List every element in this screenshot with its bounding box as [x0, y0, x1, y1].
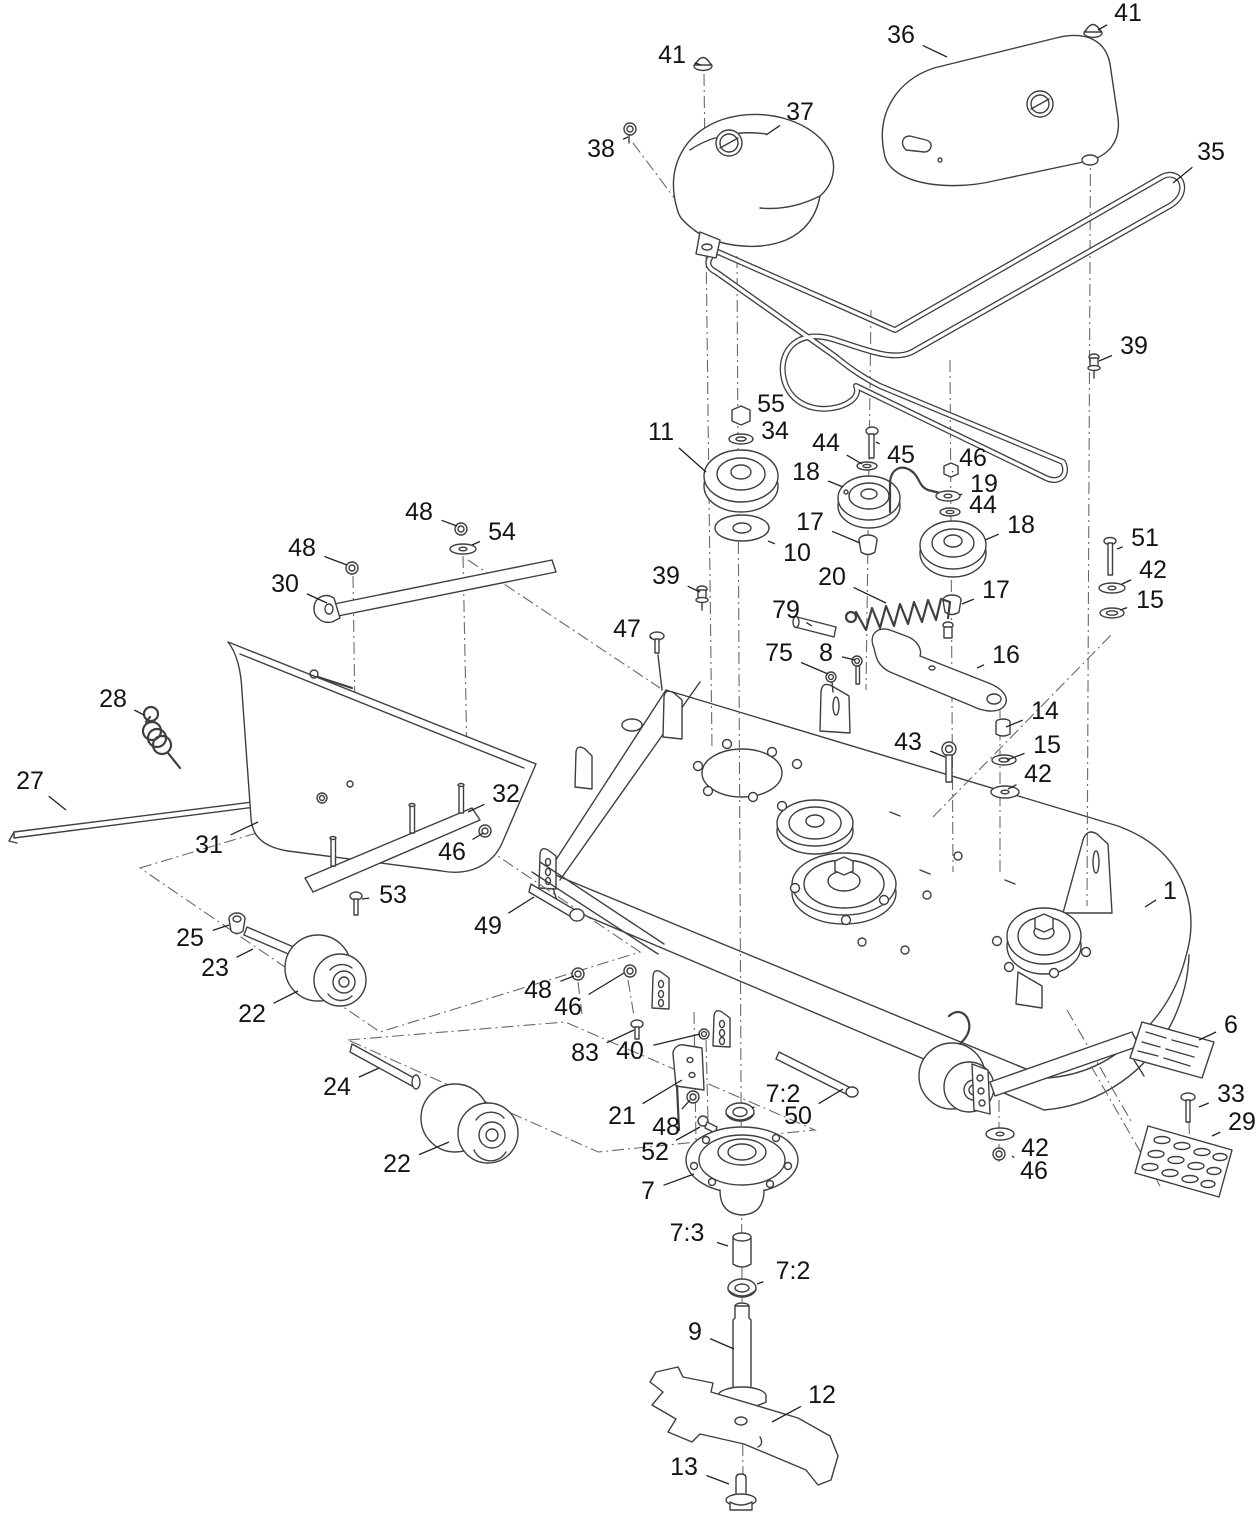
- callout-11-9: 11: [648, 418, 674, 446]
- screw-53: [350, 892, 362, 915]
- callout-6-66: 6: [1224, 1011, 1238, 1039]
- bushing-17-left: [859, 535, 877, 555]
- callout-7:2-57: 7:2: [765, 1080, 801, 1108]
- spindle-housing-7: [686, 1127, 798, 1215]
- callout-leader-53-43: [362, 898, 369, 899]
- callout-leader-15-23: [1120, 608, 1127, 610]
- callout-48-55: 48: [652, 1113, 680, 1141]
- callout-leader-47-26: [650, 637, 652, 638]
- torsion-spring-28: [143, 707, 180, 768]
- callout-45-11: 45: [887, 441, 915, 469]
- callout-leader-40-53: [653, 1034, 700, 1045]
- callout-leader-49-44: [508, 897, 534, 913]
- callout-leader-51-19: [1117, 547, 1123, 549]
- callout-leader-11-9: [679, 448, 706, 472]
- callout-leader-13-64: [707, 1476, 730, 1485]
- discharge-baffle-31: [228, 642, 536, 872]
- callout-leader-48-55: [682, 1100, 690, 1109]
- callout-25-45: 25: [176, 924, 204, 952]
- rod-49: [529, 884, 584, 921]
- callout-leader-9-62: [710, 1339, 734, 1349]
- callout-44-15: 44: [969, 491, 997, 519]
- callout-7-59: 7: [641, 1177, 655, 1205]
- callout-43-31: 43: [894, 728, 922, 756]
- nut-48-deck: [572, 968, 584, 980]
- callout-42-33: 42: [1024, 760, 1052, 788]
- nut-55: [732, 406, 750, 425]
- callout-leader-50-58: [819, 1089, 843, 1104]
- callout-leader-7:2-57: [752, 1107, 754, 1108]
- callout-35-5: 35: [1197, 138, 1225, 166]
- decal-6: [1130, 1022, 1214, 1078]
- spacer-39-left: [696, 586, 708, 610]
- callout-18-13: 18: [792, 458, 820, 486]
- callout-39-20: 39: [652, 562, 680, 590]
- callout-leader-42-22: [1122, 580, 1131, 584]
- bolt-52: [698, 1116, 717, 1133]
- grommet-41-right: [1084, 25, 1102, 38]
- nut-40: [699, 1029, 709, 1039]
- callout-37-3: 37: [786, 98, 814, 126]
- callout-leader-21-54: [643, 1080, 682, 1104]
- bolt-47: [650, 632, 664, 690]
- callout-leader-48-34: [442, 520, 458, 526]
- callout-leader-48-50: [560, 976, 574, 981]
- washer-15-center: [992, 755, 1016, 765]
- callout-79-24: 79: [772, 596, 800, 624]
- callout-leader-39-6: [1099, 356, 1112, 362]
- callout-23-46: 23: [201, 954, 229, 982]
- washer-44-lower: [940, 508, 960, 516]
- screw-38: [624, 123, 636, 143]
- pulley-18-right-stack: [920, 521, 986, 638]
- roller-22-lower: [421, 1084, 518, 1163]
- callout-18-17: 18: [1007, 511, 1035, 539]
- callout-leader-23-46: [237, 949, 254, 957]
- callout-leader-22-47: [274, 991, 299, 1003]
- callout-1-65: 1: [1163, 877, 1177, 905]
- callout-24-48: 24: [323, 1073, 351, 1101]
- washer-54: [450, 544, 476, 554]
- callout-leader-16-27: [977, 665, 984, 668]
- nut-48-upper: [455, 523, 467, 535]
- callout-55-7: 55: [757, 390, 785, 418]
- bolt-51-stack: [1099, 538, 1125, 619]
- callout-leader-46-70: [1012, 1156, 1014, 1158]
- callout-46-70: 46: [1020, 1157, 1048, 1185]
- callout-52-56: 52: [641, 1138, 669, 1166]
- callout-leader-28-38: [134, 710, 144, 715]
- callout-leader-20-21: [854, 587, 886, 603]
- callout-29-68: 29: [1228, 1108, 1256, 1136]
- callout-53-43: 53: [379, 881, 407, 909]
- callout-leader-36-1: [923, 45, 947, 57]
- callout-22-49: 22: [383, 1150, 411, 1178]
- nut-46: [944, 463, 958, 477]
- belt-cover-right: [882, 36, 1118, 186]
- nut-46-deck: [624, 965, 636, 977]
- callout-leader-24-48: [359, 1068, 379, 1077]
- bushing-17-right: [943, 595, 961, 615]
- callout-75-28: 75: [765, 639, 793, 667]
- bearing-7-2-top: [726, 1103, 754, 1121]
- callout-51-19: 51: [1131, 524, 1159, 552]
- callout-31-40: 31: [195, 831, 223, 859]
- callout-leader-44-10: [847, 455, 862, 464]
- callout-10-18: 10: [783, 539, 811, 567]
- callout-17-16: 17: [796, 508, 824, 536]
- callout-48-36: 48: [288, 534, 316, 562]
- callout-28-38: 28: [99, 685, 127, 713]
- callout-41-2: 41: [1114, 0, 1142, 27]
- callout-7:3-60: 7:3: [669, 1219, 705, 1247]
- callout-38-4: 38: [587, 135, 615, 163]
- callout-20-21: 20: [818, 563, 846, 591]
- idler-arm-16: [872, 629, 1006, 711]
- callout-12-63: 12: [808, 1381, 836, 1409]
- callout-44-10: 44: [812, 429, 840, 457]
- callout-21-54: 21: [608, 1102, 636, 1130]
- washer-10: [715, 515, 769, 541]
- washer-42-center: [991, 786, 1019, 798]
- callout-leader-19-14: [960, 494, 962, 495]
- nut-48-left: [346, 562, 358, 574]
- callout-33-67: 33: [1217, 1080, 1245, 1108]
- washer-34: [729, 434, 753, 444]
- callout-41-0: 41: [658, 41, 686, 69]
- callout-16-27: 16: [992, 641, 1020, 669]
- callout-15-23: 15: [1136, 586, 1164, 614]
- callout-22-47: 22: [238, 1000, 266, 1028]
- callout-42-22: 42: [1139, 556, 1167, 584]
- callout-leader-29-68: [1212, 1132, 1220, 1136]
- callout-54-35: 54: [488, 518, 516, 546]
- callout-47-26: 47: [613, 615, 641, 643]
- callout-leader-38-4: [623, 137, 628, 139]
- nut-46-left: [479, 825, 491, 837]
- callout-13-64: 13: [670, 1453, 698, 1481]
- callout-leader-54-35: [472, 542, 480, 546]
- tread-plate-29: [1135, 1126, 1232, 1197]
- bearing-7-2-bottom: [728, 1279, 756, 1297]
- belt-cover-left: [674, 114, 834, 258]
- callout-49-44: 49: [474, 912, 502, 940]
- callout-leader-10-18: [768, 541, 775, 544]
- callout-46-42: 46: [438, 838, 466, 866]
- callout-leader-33-67: [1199, 1103, 1209, 1107]
- spacer-7-3: [733, 1233, 751, 1267]
- callout-leader-17-16: [832, 531, 860, 543]
- callout-48-50: 48: [524, 976, 552, 1004]
- callout-leader-7:3-60: [717, 1243, 728, 1247]
- spindle-nut: [835, 857, 853, 875]
- nut-46-front: [993, 1148, 1005, 1160]
- callout-14-30: 14: [1031, 697, 1059, 725]
- washer-42-right: [1099, 583, 1125, 593]
- callout-leader-45-11: [876, 442, 880, 444]
- callout-19-14: 19: [970, 470, 998, 498]
- shaft-24: [350, 1044, 420, 1089]
- callout-8-29: 8: [819, 639, 833, 667]
- callout-9-62: 9: [688, 1318, 702, 1346]
- callout-leader-41-2: [1098, 25, 1107, 30]
- callout-46-12: 46: [959, 444, 987, 472]
- callout-leader-46-51: [589, 973, 625, 995]
- callout-leader-6-66: [1199, 1032, 1216, 1040]
- spacer-14: [996, 719, 1010, 736]
- callout-42-69: 42: [1021, 1134, 1049, 1162]
- callout-leader-27-39: [49, 796, 66, 810]
- callout-leader-7-59: [664, 1174, 695, 1185]
- callout-83-52: 83: [571, 1039, 599, 1067]
- screw-33: [1181, 1093, 1195, 1122]
- callout-17-25: 17: [982, 576, 1010, 604]
- callout-40-53: 40: [616, 1037, 644, 1065]
- callout-39-6: 39: [1120, 332, 1148, 360]
- callout-7:2-61: 7:2: [775, 1257, 811, 1285]
- deck-center-spindle-pulley: [791, 853, 897, 925]
- callout-27-39: 27: [16, 767, 44, 795]
- callout-34-8: 34: [761, 417, 789, 445]
- callout-48-34: 48: [405, 498, 433, 526]
- callout-leader-7:2-61: [757, 1282, 763, 1284]
- callout-leader-18-17: [985, 534, 999, 540]
- callout-30-37: 30: [271, 570, 299, 598]
- callout-leader-46-12: [952, 471, 953, 472]
- callout-46-51: 46: [554, 993, 582, 1021]
- spacer-25: [229, 913, 245, 934]
- callout-15-32: 15: [1033, 731, 1061, 759]
- roller-22-upper: [285, 935, 366, 1006]
- callout-leader-17-25: [962, 599, 974, 604]
- callout-32-41: 32: [492, 780, 520, 808]
- callout-leader-18-13: [828, 481, 843, 487]
- callout-50-58: 50: [784, 1102, 812, 1130]
- callout-leader-48-36: [325, 557, 348, 566]
- deck-idler-pulley: [777, 800, 853, 854]
- callout-36-1: 36: [887, 21, 915, 49]
- spring-20: [846, 599, 950, 630]
- washer-42-front: [986, 1128, 1014, 1140]
- blade-bolt-13: [726, 1474, 756, 1510]
